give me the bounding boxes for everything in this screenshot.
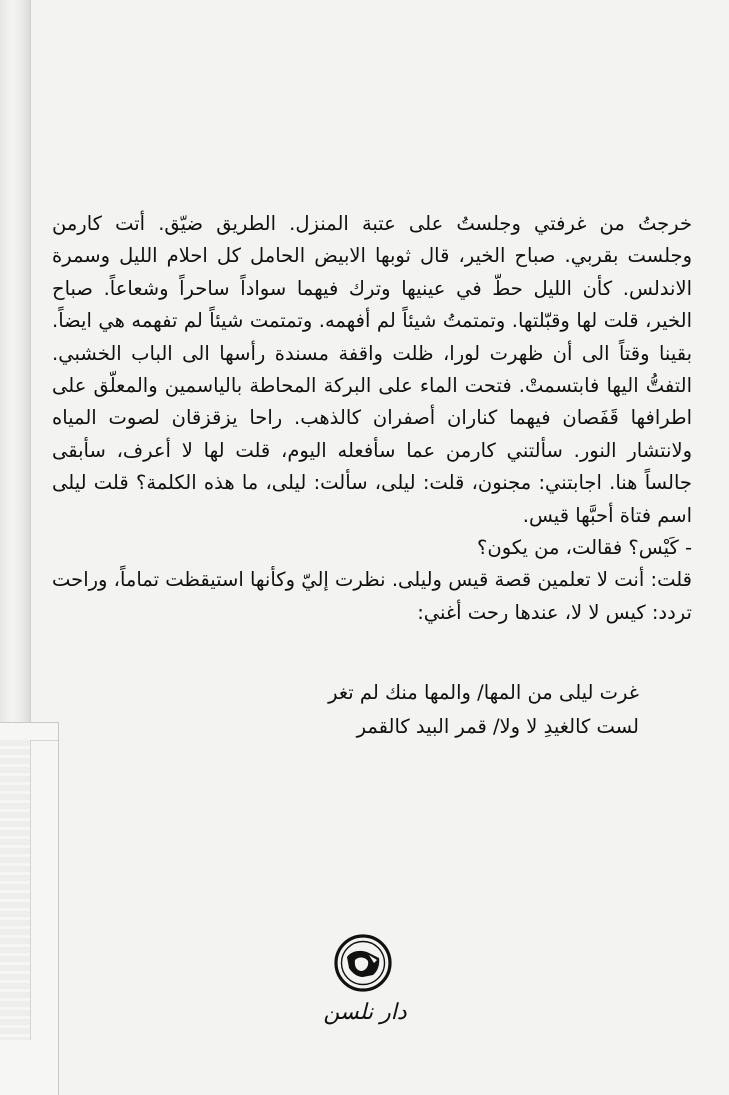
- verse-line-1: غرت ليلى من المها/ والمها منك لم تغر: [328, 681, 639, 704]
- library-sticker-strip: [0, 740, 31, 1040]
- publisher-name: دار نلسن: [323, 1000, 407, 1025]
- excerpt-dialogue-line: - كَيْس؟ فقالت، من يكون؟: [477, 536, 692, 560]
- excerpt-text: [52, 208, 692, 629]
- excerpt-paragraph-2: قلت: أنت لا تعلمين قصة قيس وليلى. نظرت إليّ وكأنها استيقظت تماماً، وراحت تردد: كيس لا لا، عندها رحت أغني:: [52, 568, 692, 624]
- publisher-logo-icon: [333, 933, 393, 993]
- verse-line-2: لست كالغيدِ لا ولا/ قمر البيد كالقمر: [356, 715, 639, 738]
- excerpt-paragraph-1: خرجتُ من غرفتي وجلستُ على عتبة المنزل. الطريق ضيّق. أتت كارمن وجلست بقربي. صباح الخير، قال ثوبها الابيض الحامل كل احلام الليل وسمرة الاندلس. كأن الليل حطّ في عينيها وترك فيهما سواداً ساحراً وشعاعاً. صباح الخير، قلت لها وقبّلتها. وتمتمتُ شيئاً لم أفهمه. وتمتمت شيئاً لم تفهمه هي ايضاً. بقينا وقتاً الى أن ظهرت لورا، ظلت واقفة مسندة رأسها الى الباب الخشبي. التفتُّ اليها فابتسمتْ. فتحت الماء على البركة المحاطة بالياسمين والمعلّق على اطرافها قَفَصان فيهما كناران أصفران كالذهب. راحا يزقزقان لصوت المياه ولانتشار النور. سألتني كارمن عما سأفعله اليوم، قلت لها لا أعرف، سأبقى جالساً هنا. اجابتني: مجنون، قلت: ليلى، سألت: ليلى، ما هذه الكلمة؟ قلت ليلى اسم فتاة أحبَّها قيس.: [52, 212, 692, 527]
- library-sticker-corner: [30, 722, 58, 741]
- poem-verse: [89, 676, 729, 744]
